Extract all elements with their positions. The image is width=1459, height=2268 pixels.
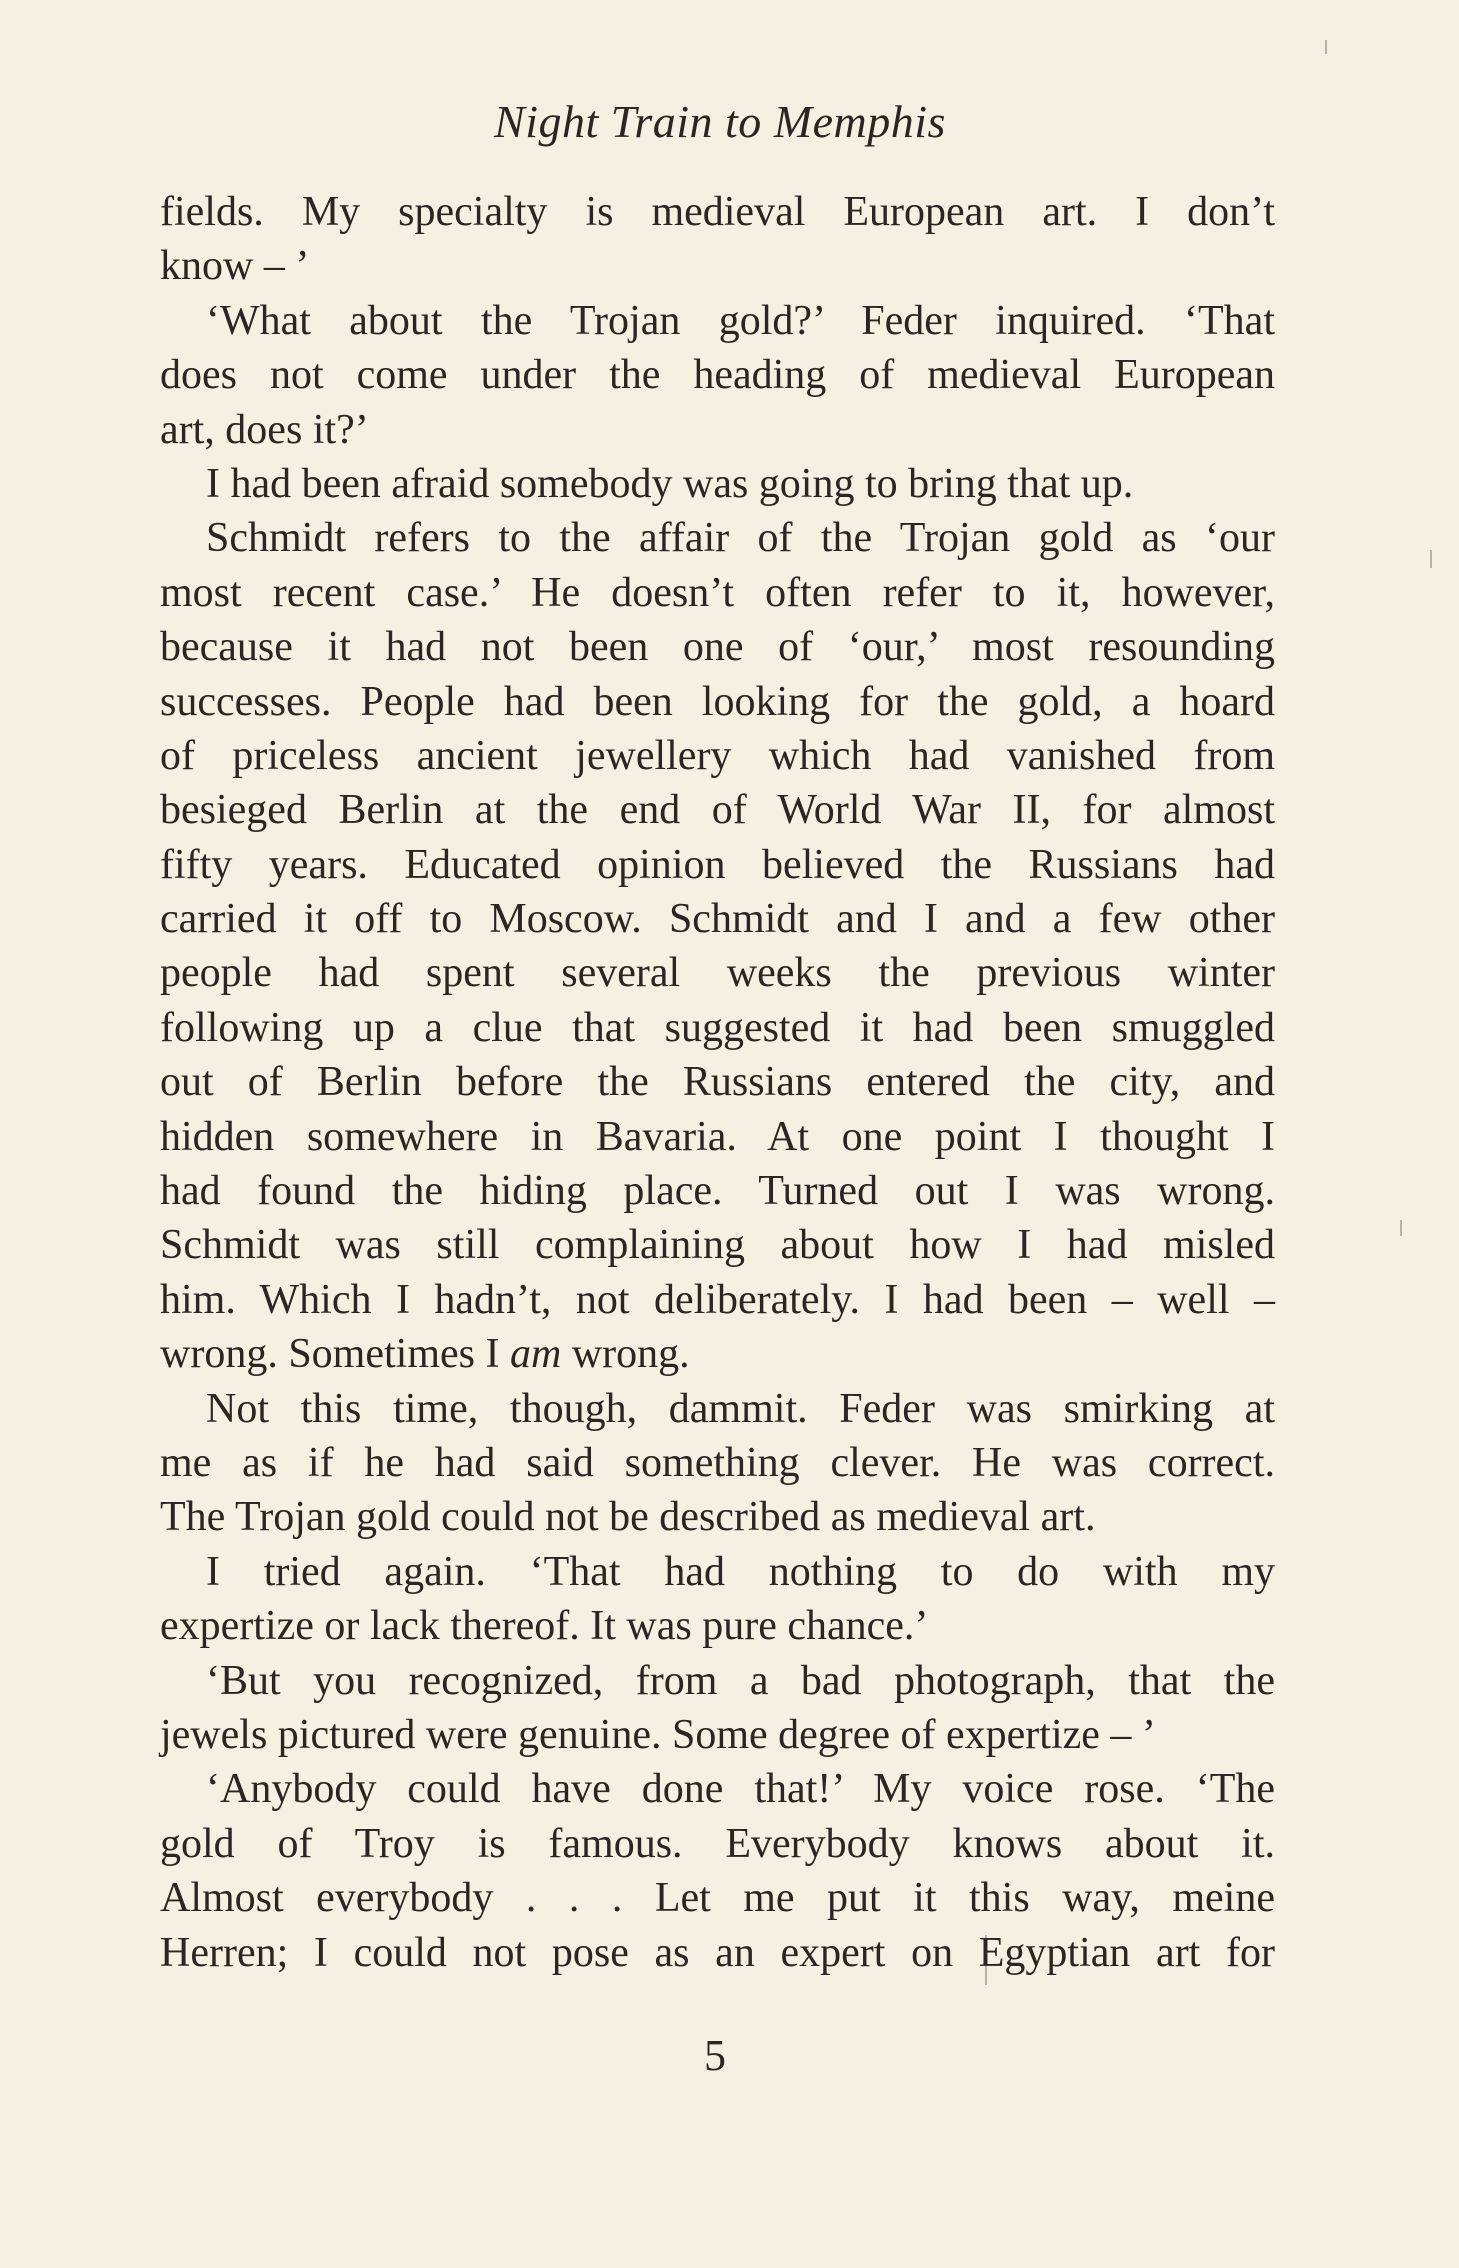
text-run: ‘Anybody could have done that!’ My voice rose. ‘The [206,1766,1275,1813]
text-line [160,1001,1275,1055]
text-line [160,239,1275,293]
text-run: successes. People had been looking for the gold, a hoard [160,678,1275,725]
text-run: hidden somewhere in Bavaria. At one point I thought I [160,1113,1275,1160]
text-run: does not come under the heading of medieval European [160,352,1275,399]
text-line [160,1654,1275,1708]
text-line [160,620,1275,674]
text-run: Herren; I could not pose as an expert on Egyptian art for [160,1929,1275,1976]
text-run: Almost everybody . . . Let me put it this way, meine [160,1875,1275,1922]
text-line [160,1926,1275,1980]
text-line [160,675,1275,729]
text-run: ‘But you recognized, from a bad photograph, that the [206,1657,1275,1704]
text-line [160,892,1275,946]
text-line [160,1218,1275,1272]
text-run: Not this time, though, dammit. Feder was smirking at [206,1385,1275,1432]
text-line [160,1273,1275,1327]
running-head: Night Train to Memphis [494,96,946,147]
text-run: ‘What about the Trojan gold?’ Feder inquired. ‘That [206,297,1275,344]
paper-fleck [1325,40,1327,54]
text-line [160,1327,1275,1381]
text-line [160,1708,1275,1762]
text-run: besieged Berlin at the end of World War II, for almost [160,787,1275,834]
text-line [160,1436,1275,1490]
text-line [160,457,1275,511]
text-line [160,1110,1275,1164]
emphasis: am [509,1331,562,1378]
text-run: gold of Troy is famous. Everybody knows about it. [160,1820,1275,1867]
text-run: art, does it?’ [160,406,369,453]
text-run: wrong. [561,1331,690,1378]
text-line [160,838,1275,892]
text-line [160,1164,1275,1218]
text-run: him. Which I hadn’t, not deliberately. I had been – well – [160,1276,1275,1323]
text-run: had found the hiding place. Turned out I was wrong. [160,1168,1275,1215]
text-line [160,729,1275,783]
text-run: Schmidt refers to the affair of the Trojan gold as ‘our [206,515,1275,562]
text-line [160,1871,1275,1925]
text-run: out of Berlin before the Russians entered the city, and [160,1059,1275,1106]
paper-fleck [1430,550,1432,568]
text-run: carried it off to Moscow. Schmidt and I and a few other [160,896,1275,943]
page-number: 5 [704,2031,726,2080]
paper-fleck [1400,1220,1402,1236]
text-line [160,566,1275,620]
text-line [160,1490,1275,1544]
text-run: jewels pictured were genuine. Some degree of expertize – ’ [160,1711,1156,1758]
text-run: Schmidt was still complaining about how I had misled [160,1222,1275,1269]
text-line [160,348,1275,402]
text-run: following up a clue that suggested it had been smuggled [160,1004,1275,1051]
text-run: expertize or lack thereof. It was pure chance.’ [160,1603,929,1650]
text-line [160,1762,1275,1816]
text-line [160,783,1275,837]
text-line [160,185,1275,239]
text-line [160,946,1275,1000]
text-line [160,1817,1275,1871]
text-run: me as if he had said something clever. He was correct. [160,1439,1275,1486]
text-line [160,511,1275,565]
text-run: I tried again. ‘That had nothing to do with my [206,1548,1275,1595]
text-run: most recent case.’ He doesn’t often refer to it, however, [160,569,1275,616]
text-line [160,1382,1275,1436]
text-line [160,1599,1275,1653]
text-run: I had been afraid somebody was going to bring that up. [206,460,1134,507]
text-run: fields. My specialty is medieval European art. I don’t [160,189,1275,235]
body-text [160,185,1275,1980]
text-run: because it had not been one of ‘our,’ most resounding [160,624,1275,671]
text-run: know – ’ [160,243,310,290]
text-run: The Trojan gold could not be described as medieval art. [160,1494,1096,1541]
text-line [160,294,1275,348]
text-run: wrong. Sometimes I [160,1331,510,1378]
text-line [160,403,1275,457]
text-run: of priceless ancient jewellery which had vanished from [160,732,1275,779]
text-run: fifty years. Educated opinion believed the Russians had [160,841,1275,888]
text-line [160,1545,1275,1599]
text-line [160,1055,1275,1109]
text-run: people had spent several weeks the previous winter [160,950,1275,997]
